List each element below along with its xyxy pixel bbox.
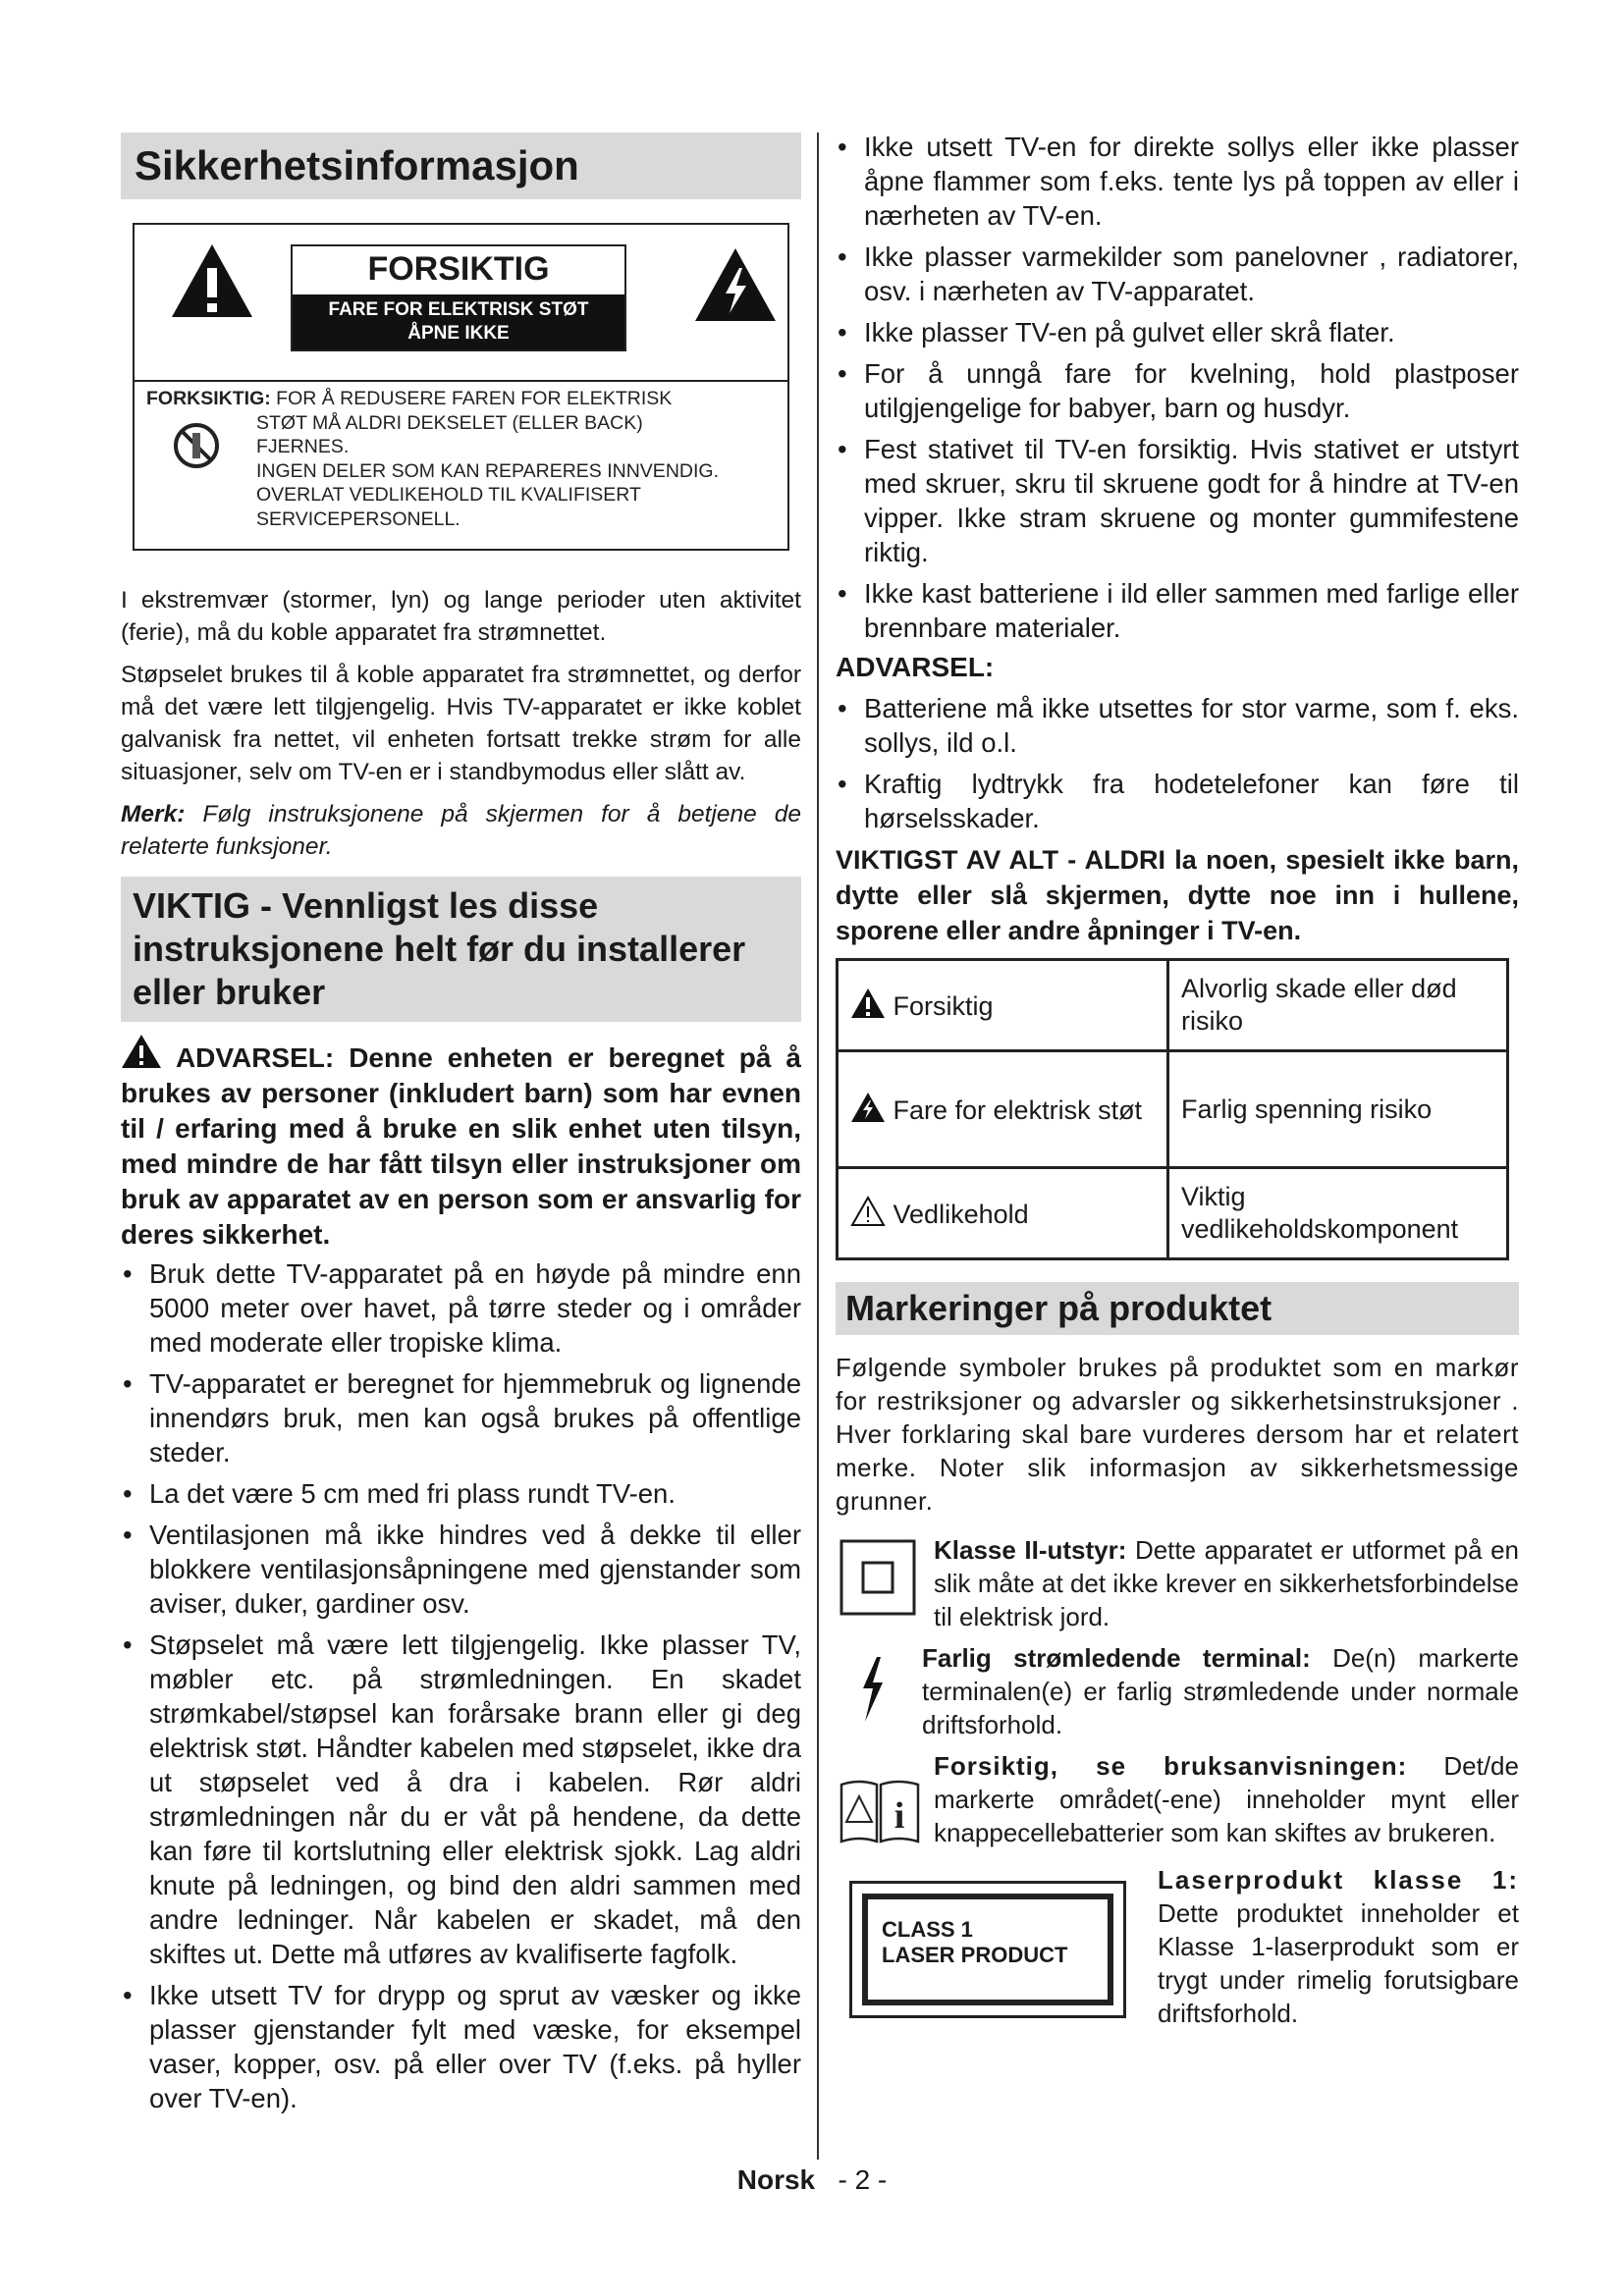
mark-text: Dette apparatet er utformet på en slik måte at det ikke krever en sikkerhetsforbindelse til elektrisk jord. (934, 1535, 1519, 1631)
laser-label (862, 1894, 1113, 2005)
advarsel-text: Denne enheten er beregnet på å brukes av personer (inkludert barn) som har evnen til / erfaring med å bruke en slik enhet uten tilsyn, med mindre de har fått tilsyn eller instruksjoner om bruk av apparatet av en person som er ansvarlig for deres sikkerhet. (121, 1042, 801, 1250)
page-number: - 2 - (838, 2164, 888, 2195)
plug-paragraph: Støpselet brukes til å koble apparatet fra strømnettet, og derfor må det være lett tilgjengelig. Hvis TV-apparatet er ikke koblet galvanisk fra nettet, vil enheten fortsatt trekke strøm for alle situasjoner, selv om TV-en er i standbymodus eller slått av. (121, 662, 801, 785)
page-footer (0, 2164, 1624, 2196)
list-item: • Kraftig lydtrykk fra hodetelefoner kan føre til hørselsskader. (836, 767, 1519, 835)
list-item: • Støpselet må være lett tilgjengelig. Ikke plasser TV, møbler etc. på strømledningen. En skadet strømkabel/støpsel kan forårsake brann eller gi deg elektrisk støt. Håndter kabelen med støpselet, ikke dra ut støpselet ved å dra i kabelen. Rør aldri strømledningen når du er våt på hendene, da dette kan føre til kortslutning eller elektrisk sjokk. Lag aldri knute på ledningen, og bind den aldri sammen med andre ledninger. Når kabelen er skadet, må den skiftes ut. Dette må utføres av kvalifiserte fagfolk. (121, 1628, 801, 1971)
table-cell: Alvorlig skade eller død risiko (1168, 960, 1508, 1051)
class-ii-double-square-icon (839, 1539, 916, 1616)
note-text: Følg instruksjonene på skjermen for å betjene de relaterte funksjoner. (121, 801, 801, 860)
list-item: • Ikke plasser TV-en på gulvet eller skrå flater. (836, 315, 1519, 349)
lightning-bolt-icon (857, 1655, 887, 1724)
mark-label: Klasse II-utstyr: (934, 1535, 1127, 1565)
note-paragraph (121, 798, 801, 863)
forsiktig-header-box (291, 244, 626, 351)
table-cell (838, 1168, 1168, 1259)
symbol-name: Forsiktig (893, 991, 994, 1021)
storm-paragraph: I ekstremvær (stormer, lyn) og lange perioder uten aktivitet (ferie), må du koble apparatet fra strømnettet. (121, 587, 801, 646)
caution-line: FJERNES. (256, 436, 350, 457)
mark-label: Laserprodukt klasse 1: (1158, 1865, 1519, 1895)
right-column (836, 130, 1519, 2038)
viktigst-paragraph: VIKTIGST AV ALT - ALDRI la noen, spesielt ikke barn, dytte eller slå skjermen, dytte noe inn i hullene, sporene eller andre åpninger i TV-en. (836, 845, 1519, 945)
caution-line: SERVICEPERSONELL. (256, 507, 460, 530)
list-item: • Ikke utsett TV-en for direkte sollys eller ikke plasser åpne flammer som f.eks. tente lys på toppen av eller i nærheten av TV-en. (836, 130, 1519, 233)
note-label: Merk: (121, 801, 186, 828)
exclamation-warning-icon (121, 1034, 162, 1069)
caution-subline (293, 294, 624, 349)
caution-label: FORKSIKTIG: (146, 388, 271, 409)
list-item: • La det være 5 cm med fri plass rundt TV-en. (121, 1476, 801, 1511)
symbol-table (836, 958, 1509, 1260)
list-item: • For å unngå fare for kvelning, hold plastposer utilgjengelige for babyer, barn og husdyr. (836, 356, 1519, 425)
table-cell (838, 960, 1168, 1051)
list-item: • Ikke utsett TV for drypp og sprut av væsker og ikke plasser gjenstander fylt med væske, for eksempel vaser, kopper, osv. på eller over TV (f.eks. på hyller over TV-en). (121, 1978, 801, 2115)
footer-language: Norsk (736, 2164, 816, 2195)
table-cell: Farlig spenning risiko (1168, 1051, 1508, 1168)
mark-description (934, 1533, 1519, 1633)
caution-divider (135, 380, 787, 382)
list-item: • Bruk dette TV-apparatet på en høyde på mindre enn 5000 meter over havet, på tørre steder og i områder med moderate eller tropiske klima. (121, 1256, 801, 1360)
caution-line: OVERLAT VEDLIKEHOLD TIL KVALIFISERT (256, 484, 641, 506)
caution-line: INGEN DELER SOM KAN REPARERES INNVENDIG. (256, 459, 719, 482)
exclamation-warning-icon (850, 988, 886, 1019)
mark-description (1158, 1863, 1519, 2030)
advarsel-label: ADVARSEL: (175, 1042, 335, 1073)
list-item: • Ikke plasser varmekilder som panelovner , radiatorer, osv. i nærheten av TV-apparatet. (836, 240, 1519, 308)
list-item: • Ikke kast batteriene i ild eller sammen med farlige eller brennbare materialer. (836, 576, 1519, 645)
column-divider (817, 133, 819, 2160)
mark-description (922, 1641, 1519, 1741)
table-row (838, 1168, 1508, 1259)
laser-mark (836, 1863, 1519, 2030)
list-item: • Fest stativet til TV-en forsiktig. Hvis stativet er utstyrt med skruer, skru til skruene godt for å hindre at TV-en vipper. Ikke stram skruene og monter gummifestene riktig. (836, 432, 1519, 569)
mark-description (934, 1749, 1519, 1849)
symbol-name: Fare for elektrisk støt (893, 1095, 1143, 1125)
advarsel-bullet-list (836, 691, 1519, 835)
symbol-name: Vedlikehold (893, 1200, 1029, 1229)
table-cell: Viktig vedlikeholdskomponent (1168, 1168, 1508, 1259)
caution-label-box (133, 223, 789, 551)
caution-subline-1: FARE FOR ELEKTRISK STØT (328, 299, 589, 320)
right-bullet-list (836, 130, 1519, 645)
caution-line: STØT MÅ ALDRI DEKSELET (ELLER BACK) (256, 411, 643, 434)
lightning-warning-icon (850, 1092, 886, 1123)
mark-text: Det/de markerte området(-ene) inneholder mynt eller knappecellebatterier som kan skiftes av brukeren. (934, 1751, 1519, 1847)
mark-label: Forsiktig, se bruksanvisningen: (934, 1751, 1408, 1781)
list-item: • TV-apparatet er beregnet for hjemmebruk og lignende innendørs bruk, men kan også brukes på offentlige steder. (121, 1366, 801, 1469)
class2-mark (836, 1533, 1519, 1633)
advarsel-paragraph (121, 1034, 801, 1253)
left-column (121, 133, 801, 2122)
lightning-warning-icon (693, 246, 778, 323)
caution-heading: FORSIKTIG (367, 250, 550, 288)
laser-label-line: CLASS 1 (882, 1917, 973, 1942)
caution-line: FOR Å REDUSERE FAREN FOR ELEKTRISK (276, 388, 673, 409)
svg-text:i: i (893, 1795, 905, 1837)
mark-text: De(n) markerte terminalen(e) er farlig strømledende under normale driftsforhold. (922, 1643, 1519, 1739)
exclamation-warning-icon (170, 242, 254, 319)
viktig-heading: VIKTIG - Vennligst les disse instruksjonene helt før du installerer eller bruker (121, 877, 801, 1022)
table-row (838, 1051, 1508, 1168)
markings-heading: Markeringer på produktet (836, 1282, 1519, 1335)
left-bullet-list (121, 1256, 801, 2115)
table-row (838, 960, 1508, 1051)
markings-intro: Følgende symboler brukes på produktet som en markør for restriksjoner og advarsler og sikkerhetsinstruksjoner . Hver forklaring skal bare vurderes dersom har et relatert merke. Noter slik informasjon av sikkerhetsmessige grunner. (836, 1353, 1519, 1516)
advarsel-heading: ADVARSEL: (836, 652, 995, 682)
list-item: • Ventilasjonen må ikke hindres ved å dekke til eller blokkere ventilasjonsåpningene med gjenstander som aviser, duker, gardiner osv. (121, 1518, 801, 1621)
live-terminal-mark (836, 1641, 1519, 1741)
table-cell (838, 1051, 1168, 1168)
caution-subline-2: ÅPNE IKKE (407, 323, 510, 344)
laser-label-outer (849, 1881, 1126, 2018)
mark-label: Farlig strømledende terminal: (922, 1643, 1311, 1673)
mark-text: Dette produktet inneholder et Klasse 1-laserprodukt som er trygt under rimelig forutsigbare driftsforhold. (1158, 1898, 1519, 2028)
manual-mark (836, 1749, 1519, 1849)
list-item: • Batteriene må ikke utsettes for stor varme, som f. eks. sollys, ild o.l. (836, 691, 1519, 760)
laser-label-line: LASER PRODUCT (882, 1943, 1068, 1967)
page-title: Sikkerhetsinformasjon (121, 133, 801, 199)
caution-text (146, 387, 780, 531)
maintenance-warning-icon (850, 1196, 886, 1227)
consult-manual-icon (838, 1775, 922, 1847)
